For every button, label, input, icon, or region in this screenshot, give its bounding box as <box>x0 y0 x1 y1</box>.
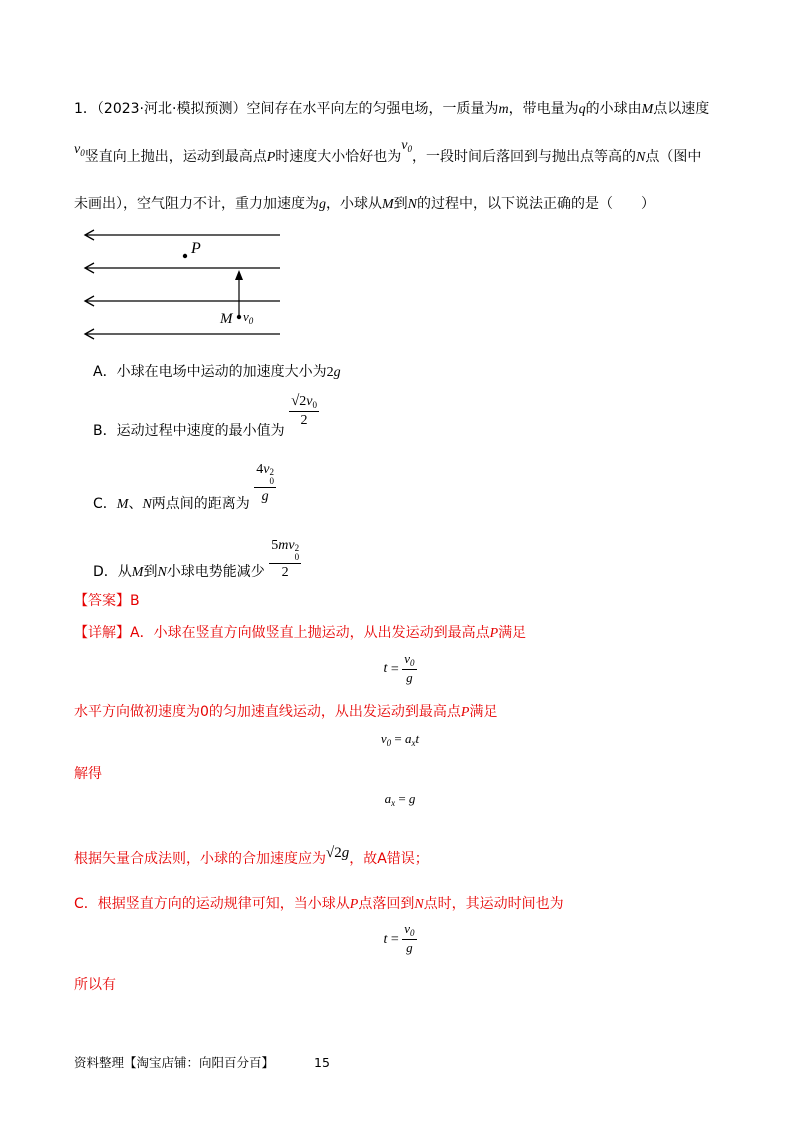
solution-line-6: 所以有 <box>74 977 116 993</box>
question-line-1: 1．（2023·河北·模拟预测）空间存在水平向左的匀强电场，一质量为m，带电量为q的小球由M点以速度 <box>74 101 710 117</box>
option-A: A．小球在电场中运动的加速度大小为2g <box>93 364 341 380</box>
option-B: B．运动过程中速度的最小值为 $\frac{√2v_0}{2}$ <box>93 393 318 440</box>
question-source: （2023·河北·模拟预测） <box>96 101 247 117</box>
arrow-up-icon <box>235 270 243 280</box>
fraction: 4v 2 0 g <box>256 462 274 504</box>
label-M: M <box>220 311 233 327</box>
footer <box>74 1053 330 1071</box>
solution-label: 【详解】 <box>74 625 130 641</box>
solution-line-4: 根据矢量合成法则，小球的合加速度应为√2g，故A错误； <box>74 845 429 867</box>
answer-line <box>74 590 140 610</box>
solution-line-3: 解得 <box>74 766 102 782</box>
question-line-2: $v_0$竖直向上抛出，运动到最高点P时速度大小恰好也为$v_0$，一段时间后落回到与抛出点等高的N点（图中 <box>74 138 702 165</box>
solution-line-1: 【详解】A．小球在竖直方向做竖直上抛运动，从出发运动到最高点P满足 <box>74 625 527 641</box>
solution-line-5: C．根据竖直方向的运动规律可知，当小球从P点落回到N点时，其运动时间也为 <box>74 896 564 912</box>
sqrt-2g: √2g <box>326 845 350 861</box>
question-number: 1． <box>74 101 97 117</box>
equation-4: t = $\frac{v_0}{g}$ <box>383 921 415 956</box>
fraction: $\frac{√2v_0}{2}$ <box>291 393 318 429</box>
answer-value: B <box>130 593 140 609</box>
equation-1: t = $\frac{v_0}{g}$ <box>383 651 415 686</box>
fraction: 5mv 2 0 2 <box>271 538 300 580</box>
option-D: D．从M到N小球电势能减少 5mv 2 0 2 <box>93 538 300 580</box>
equation-2: $v_0 = a_xt$ <box>380 731 420 748</box>
point-P <box>183 254 187 258</box>
option-C: C．M、N两点间的距离为 4v 2 0 g <box>93 462 274 512</box>
footer-text: 资料整理【淘宝店铺：向阳百分百】 <box>74 1055 275 1070</box>
page-number: 15 <box>314 1055 330 1070</box>
solution-line-2: 水平方向做初速度为0的匀加速直线运动，从出发运动到最高点P满足 <box>74 704 498 720</box>
question-line-3: 未画出），空气阻力不计，重力加速度为g，小球从M到N的过程中，以下说法正确的是（ ） <box>74 196 656 212</box>
label-v0: $v_0$ <box>243 309 254 326</box>
answer-label: 【答案】 <box>74 593 130 609</box>
equation-3: $a_x = g$ <box>384 791 416 808</box>
electric-field-figure <box>80 225 285 345</box>
label-P: P <box>191 240 201 257</box>
